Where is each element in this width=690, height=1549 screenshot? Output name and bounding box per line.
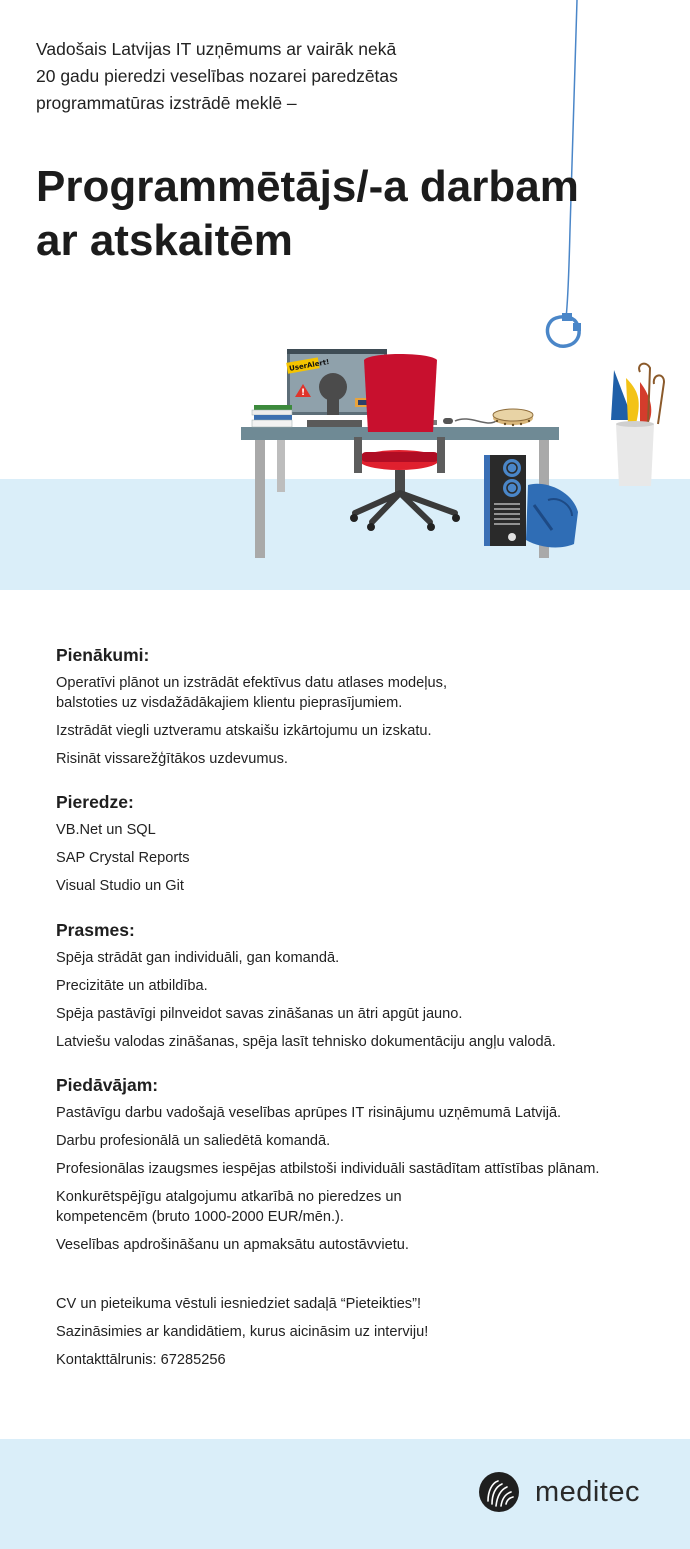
list-item-line: kompetencēm (bruto 1000-2000 EUR/mēn.). [56,1208,344,1225]
section-skills [56,919,666,1053]
mouse-icon [547,313,581,346]
job-description [56,644,666,1379]
contact-phone: Kontakttālrunis: 67285256 [56,1352,226,1368]
list-item: Risināt vissarežģītākos uzdevumus. [56,750,288,767]
list-item: Veselības apdrošināšanu un apmaksātu autostāvvietu. [56,1236,409,1253]
list-item-line: Operatīvi plānot un izstrādāt efektīvus datu atlases modeļus, [56,675,448,691]
monitor-sticker-text: UserAlert! [288,357,330,373]
list-item [56,674,666,713]
list-item: Spēja strādāt gan individuāli, gan komandā. [56,949,340,966]
section-experience [56,791,666,897]
list-item: Pastāvīgu darbu vadošajā veselības aprūpes IT risinājumu uzņēmumā Latvijā. [56,1105,562,1121]
list-item-line: Konkurētspējīgu atalgojumu atkarībā no pieredzes un [56,1189,402,1205]
list-item: Latviešu valodas zināšanas, spēja lasīt tehnisko dokumentāciju angļu valodā. [56,1033,556,1050]
contact-info [56,1295,666,1371]
interview-note: Sazināsimies ar kandidātiem, kurus aicināsim uz interviju! [56,1324,429,1340]
apply-instruction: CV un pieteikuma vēstuli iesniedziet sadaļā “Pieteikties”! [56,1296,422,1312]
meditec-logo [478,1471,640,1513]
company-intro [36,36,556,117]
footer [0,1439,690,1549]
list-item: Precizitāte un atbildība. [56,977,208,994]
list-item: VB.Net un SQL [56,822,156,838]
computer-tower [484,455,526,546]
list-item: Profesionālas izaugsmes iespējas atbilstoši individuāli sastādītam attīstības plānam. [56,1161,600,1177]
hanging-cable [566,0,577,318]
section-heading: Prasmes: [56,919,135,940]
svg-text:!: ! [301,388,306,398]
logo-text: meditec [534,1475,640,1508]
intro-line: programmatūras izstrādē meklē – [36,93,297,113]
section-heading: Pieredze: [56,792,134,812]
list-item: Spēja pastāvīgi pilnveidot savas zināšanas un ātri apgūt jauno. [56,1005,463,1022]
meditec-logo-icon [478,1471,520,1513]
list-item [56,1188,666,1227]
list-item-line: balstoties uz visdažādākajiem klientu pieprasījumiem. [56,694,403,711]
section-offer [56,1074,666,1255]
list-item: SAP Crystal Reports [56,850,190,866]
desk-mouse [443,418,453,424]
office-chair [350,354,460,531]
drum-icon [493,409,533,426]
section-heading: Pienākumi: [56,645,150,665]
job-title-line: ar atskaitēm [36,216,293,265]
list-item: Darbu profesionālā un saliedētā komandā. [56,1133,331,1149]
job-title-line: Programmētājs/-a darbam [36,162,579,211]
section-duties [56,644,666,769]
job-title [36,160,676,268]
list-item: Visual Studio un Git [56,878,184,894]
book-stack [252,405,292,427]
backpack [526,484,578,548]
list-item: Izstrādāt viegli uztveramu atskaišu izkārtojumu un izskatu. [56,722,432,739]
intro-line: 20 gadu pieredzi veselības nozarei paredzētas [36,66,398,86]
section-heading: Piedāvājam: [56,1075,159,1095]
intro-line: Vadošais Latvijas IT uzņēmums ar vairāk nekā [36,39,397,59]
umbrella-stand [611,364,664,486]
